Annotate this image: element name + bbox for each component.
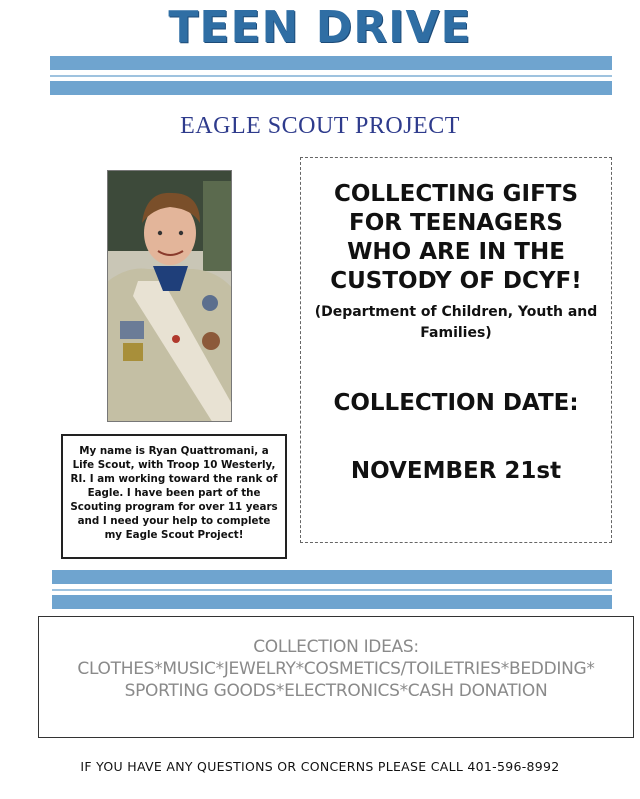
bio-text: My name is Ryan Quattromani, a Life Scout, with Troop 10 Westerly, RI. I am working toward the rank of Eagle. I have been part of the Scouting program for over 11 years and I need your help to complete my Eagle Scout Project! <box>70 445 278 541</box>
main-heading-line: COLLECTING GIFTS <box>333 181 579 207</box>
project-subtitle: EAGLE SCOUT PROJECT <box>180 113 460 139</box>
main-heading-line: FOR TEENAGERS <box>348 210 563 236</box>
bottom-bar-2 <box>52 595 612 609</box>
bottom-bar-thin <box>52 589 612 591</box>
main-heading-line: WHO ARE IN THE <box>347 239 565 265</box>
main-heading <box>301 180 611 296</box>
dcyf-definition: (Department of Children, Youth and Families) <box>314 304 598 341</box>
collection-date-value: NOVEMBER 21st <box>350 458 562 484</box>
scout-photo <box>107 170 232 422</box>
main-heading-line: CUSTODY OF DCYF! <box>330 268 582 294</box>
top-bar-1 <box>50 56 612 70</box>
ideas-line: CLOTHES*MUSIC*JEWELRY*COSMETICS/TOILETRIES*BEDDING* <box>77 659 595 679</box>
collection-ideas-box <box>38 616 634 738</box>
scout-photo-illustration <box>108 171 232 422</box>
page-title: TEEN DRIVE <box>168 2 472 53</box>
ideas-title: COLLECTION IDEAS: <box>253 637 419 657</box>
main-info-box <box>300 157 612 543</box>
bottom-bar-1 <box>52 570 612 584</box>
bio-box <box>61 434 287 559</box>
contact-line: IF YOU HAVE ANY QUESTIONS OR CONCERNS PLEASE CALL 401-596-8992 <box>80 759 560 774</box>
collection-date-label: COLLECTION DATE: <box>333 390 579 416</box>
ideas-line: SPORTING GOODS*ELECTRONICS*CASH DONATION <box>124 681 548 701</box>
top-bar-2 <box>50 81 612 95</box>
top-bar-thin <box>50 75 612 77</box>
